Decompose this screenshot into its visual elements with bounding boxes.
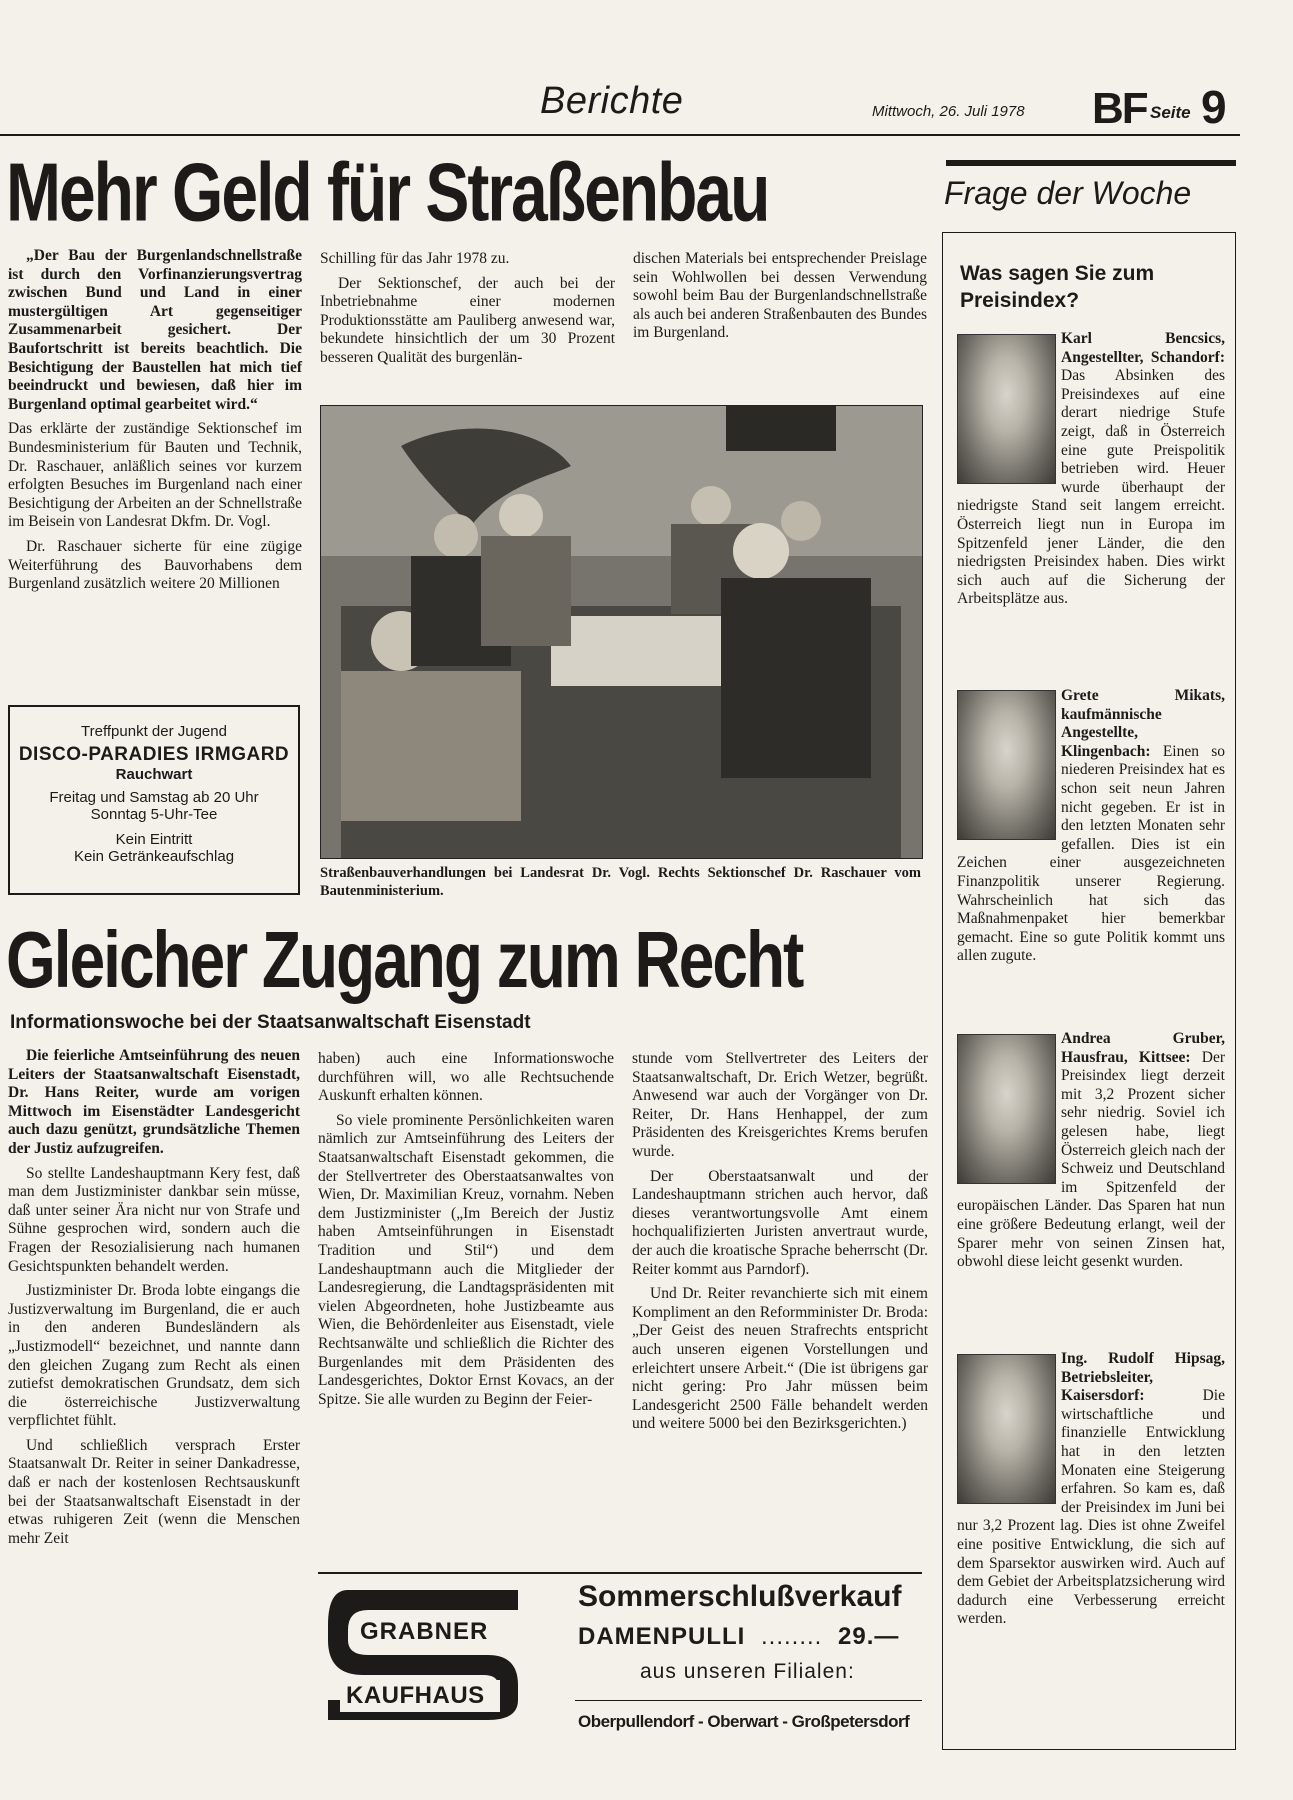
answer-bencsics bbox=[957, 330, 1225, 609]
disco-ad-entry: Kein Eintritt bbox=[115, 831, 193, 848]
article1-paragraph: Schilling für das Jahr 1978 zu. bbox=[320, 250, 510, 267]
page-number: 9 bbox=[1201, 81, 1227, 133]
article2-paragraph: Und schließlich versprach Erster Staatsanwalt Dr. Reiter in seiner Dankadresse, daß er nach der kostenlosen Rechtsauskunft bei der Staatsanwaltschaft Eisenstadt in der etwas ruhigeren Zeit (wenn die Menschen mehr Zeit bbox=[8, 1436, 300, 1547]
meeting-photo bbox=[320, 405, 923, 859]
photo-caption: Straßenbauverhandlungen bei Landesrat Dr. Vogl. Rechts Sektionschef Dr. Raschauer vom Bautenministerium. bbox=[320, 865, 921, 899]
grabner-logo-top: GRABNER bbox=[360, 1618, 489, 1645]
disco-ad-tagline: Treffpunkt der Jugend bbox=[81, 723, 227, 740]
answer-name: Grete Mikats, kaufmännische Angestellte, Klingenbach: bbox=[1061, 687, 1225, 760]
article1-col3 bbox=[633, 250, 927, 349]
article2-paragraph: Und Dr. Reiter revanchierte sich mit einem Kompliment an den Reformminister Dr. Broda: „Der Geist des neuen Strafrechts entspricht auch unseren eigenen Vorstellungen und erleichtert unsere Arbeit.“ (Die ist übrigens gar nicht gering: Pro Jahr müssen beim Landesgericht 2500 Fälle behandelt werden und weitere 5000 bei den Bezirksgerichten.) bbox=[632, 1285, 928, 1433]
disco-ad-sunday: Sonntag 5-Uhr-Tee bbox=[90, 806, 218, 823]
answer-text: Die wirtschaftliche und finanzielle Entwicklung hat in den letzten Monaten eine Steigerung erfahren. So kam es, daß der Preisindex im Juni bei nur 3,2 Prozent lag. Dies ist ohne Zweifel eine positive Entwicklung, die sich auf dem Sparsektor auswirken wird. Auch auf dem Gebiet der Arbeitsplatzsicherung wird dadurch eine Verbesserung erreicht werden. bbox=[957, 1387, 1225, 1628]
page-label: Seite bbox=[1150, 103, 1191, 122]
paper-logo: BF bbox=[1092, 84, 1147, 133]
article1-paragraph: Dr. Raschauer sicherte für eine zügige Weiterführung des Bauvorhabens dem Burgenland zusätzlich weitere 20 Millionen bbox=[8, 537, 302, 593]
article2-paragraph: Justizminister Dr. Broda lobte eingangs die Justizverwaltung im Burgenland, die er auch in den anderen Bundesländern als „Justizmodell“ bezeichnet, und nannte dann den gleichen Zugang zum Recht als einen zutiefst demokratischen Grundsatz, dem sich die österreichische Justizverwaltung verpflichtet fühlt. bbox=[8, 1282, 300, 1430]
article2-paragraph: Der Oberstaatsanwalt und der Landeshauptmann strichen auch hervor, daß dieses verantwortungsvolle Amt einem hochqualifizierten Juristen anvertraut wurde, der auch die kroatische Sprache beherrscht (Dr. Reiter kommt aus Parndorf). bbox=[632, 1167, 928, 1278]
article2-col3 bbox=[632, 1050, 928, 1440]
article1-lead: „Der Bau der Burgenlandschnellstraße ist durch den Vorfinanzierungsvertrag zwischen Bund und Land in einer mustergültigen Art gegenseitiger Zusammenarbeit gesichert. Der Baufortschritt ist bereits beachtlich. Die Besichtigung der Baustellen hat mich tief beeindruckt und bewiesen, daß hier im Burgenland optimal gearbeitet wird.“ bbox=[8, 247, 302, 413]
answer-text: Das Absinken des Preisindexes auf eine derart niedrige Stufe zeigt, daß in Österreich eine gute Preispolitik betrieben wird. Heuer wurde überhaupt der niedrigste Stand seit langem erreicht. Österreich liegt nun in Europa im Spitzenfeld jener Länder, die den niedrigsten Preisindex haben. Dies wirkt sich auch auf die Sicherung der Arbeitsplätze aus. bbox=[957, 367, 1225, 608]
answer-name: Karl Bencsics, Angestellter, Schandorf: bbox=[1061, 330, 1225, 366]
answer-name: Ing. Rudolf Hipsag, Betriebsleiter, Kaisersdorf: bbox=[1061, 1350, 1225, 1405]
disco-ad bbox=[8, 705, 300, 895]
article2-lead: Die feierliche Amtseinführung des neuen Leiters der Staatsanwaltschaft Eisenstadt, Dr. Hans Reiter, wurde am vorigen Mittwoch im Eisenstädter Landesgericht auch dazu genützt, grundsätzliche Themen der Justiz aufzugreifen. bbox=[8, 1047, 300, 1157]
sale-item-dots: ........ bbox=[761, 1623, 823, 1650]
sidebar-top-rule bbox=[946, 160, 1236, 166]
ad-bottom-rule bbox=[575, 1700, 922, 1701]
article1-col2 bbox=[320, 250, 615, 374]
disco-ad-place: Rauchwart bbox=[115, 766, 193, 783]
article1-paragraph: Der Sektionschef, der auch bei der Inbetriebnahme einer modernen Produktionsstätte am Pauliberg anwesend war, bekundete hinsichtlich der um 30 Prozent besseren Qualität des burgenlän- bbox=[320, 274, 615, 366]
article2-subhead: Informationswoche bei der Staatsanwaltschaft Eisenstadt bbox=[10, 1012, 531, 1033]
article1-paragraph: dischen Materials bei entsprechender Preislage sein Wohlwollen bei dessen Verwendung sowohl beim Bau der Burgenlandschnellstraße als auch bei anderen Straßenbauten des Bundes im Burgenland. bbox=[633, 250, 927, 342]
article1-paragraph: Das erklärte der zuständige Sektionschef im Bundesministerium für Bauten und Technik, Dr. Raschauer, anläßlich seines vor kurzem erfolgten Besuches im Burgenland nach einer Besichtigung der Arbeiten an der Schnellstraße im Beisein von Landesrat Dkfm. Dr. Vogl. bbox=[8, 420, 302, 531]
header-rule bbox=[0, 134, 1240, 136]
answer-gruber bbox=[957, 1030, 1225, 1272]
article2-paragraph: So viele prominente Persönlichkeiten waren nämlich zur Amtseinführung des Leiters der Staatsanwaltschaft Eisenstadt gekommen, die der Stellvertreter des Oberstaatsanwaltes von Wien, Dr. Maximilian Kreuz, vornahm. Neben dem Justizminister („Im Bereich der Justiz haben Amtseinführungen in Eisenstadt Tradition und Stil“) und dem Landeshauptmann auch die Mitglieder der Landesregierung, die Landtagspräsidenten mit vielen Abgeordneten, hohe Justizbeamte aus Wien, die Behördenleiter aus Eisenstadt, viele Rechtsanwälte und schließlich die Richter des Burgenlandes mit dem Präsidenten des Landesgerichtes, Doktor Ernst Kovacs, an der Spitze. Sie alle wurden zu Beginn der Feier- bbox=[318, 1111, 614, 1408]
section-title: Berichte bbox=[540, 80, 684, 122]
answer-hipsag bbox=[957, 1350, 1225, 1629]
ad-top-rule bbox=[318, 1572, 922, 1574]
article2-col2 bbox=[318, 1050, 614, 1415]
article2-paragraph: haben) auch eine Informationswoche durchführen will, wo alle Rechtsuchende Auskunft erhalten können. bbox=[318, 1050, 614, 1105]
sale-branches: Oberpullendorf - Oberwart - Großpetersdorf bbox=[578, 1712, 910, 1731]
sale-item bbox=[578, 1623, 899, 1651]
sale-title: Sommerschlußverkauf bbox=[578, 1580, 902, 1613]
disco-ad-drinks: Kein Getränkeaufschlag bbox=[73, 848, 235, 865]
sidebar-question: Was sagen Sie zum Preisindex? bbox=[960, 262, 1155, 312]
sale-subtitle: aus unseren Filialen: bbox=[640, 1660, 855, 1683]
issue-date: Mittwoch, 26. Juli 1978 bbox=[872, 103, 1025, 120]
article1-col1 bbox=[8, 247, 302, 600]
article2-col1 bbox=[8, 1047, 300, 1554]
answer-text: Einen so niederen Preisindex hat es schon seit neun Jahren nicht gegeben. Er ist in den letzten Monaten sehr gefallen. Dies ist ein Zeichen einer ausgezeichneten Finanzpolitik unserer Regierung. Wahrscheinlich hat sich das Maßnahmenpaket hier bemerkbar gemacht. Eine so gute Politik kommt uns allen zugute. bbox=[957, 742, 1226, 965]
sale-item-name: DAMENPULLI bbox=[578, 1623, 746, 1650]
grabner-logo-bottom: KAUFHAUS bbox=[346, 1682, 485, 1709]
disco-ad-name: DISCO-PARADIES IRMGARD bbox=[18, 744, 290, 765]
answer-mikats bbox=[957, 687, 1225, 966]
answer-text: Der Preisindex liegt derzeit mit 3,2 Prozent sicher sehr niedrig. Soviel ich gelesen habe, liegt Österreich gleich nach der Schweiz und Deutschland im Spitzenfeld der europäischen Länder. Das Sparen hat nun eine größere Bedeutung erlangt, weil der Sparer mehr von seinen Zinsen hat, obwohl diese leicht gesenkt wurden. bbox=[957, 1048, 1226, 1271]
answer-name: Andrea Gruber, Hausfrau, Kittsee: bbox=[1061, 1030, 1225, 1066]
article2-paragraph: stunde vom Stellvertreter des Leiters der Staatsanwaltschaft, Dr. Erich Wetzer, begrüßt. Anwesend war auch der Vorgänger von Dr. Reiter, Dr. Hans Henhappel, der zum Präsidenten des Kreisgerichtes Krems berufen wurde. bbox=[632, 1050, 928, 1160]
sidebar-title: Frage der Woche bbox=[944, 175, 1192, 211]
article2-paragraph: So stellte Landeshauptmann Kery fest, daß man dem Justizminister dankbar sein müsse, daß unter seiner Ära nicht nur von Strafe und Sühne gesprochen wird, sondern auch die Fragen der Resozialisierung nach humanen Gesichtspunkten behandelt werden. bbox=[8, 1164, 300, 1275]
sale-item-price: 29.— bbox=[838, 1623, 900, 1650]
article1-headline: Mehr Geld für Straßenbau bbox=[6, 145, 769, 238]
article2-headline: Gleicher Zugang zum Recht bbox=[6, 914, 803, 1005]
meeting-photo-drawing bbox=[321, 406, 922, 858]
grabner-logo bbox=[318, 1580, 536, 1730]
disco-ad-hours: Freitag und Samstag ab 20 Uhr bbox=[49, 789, 259, 806]
